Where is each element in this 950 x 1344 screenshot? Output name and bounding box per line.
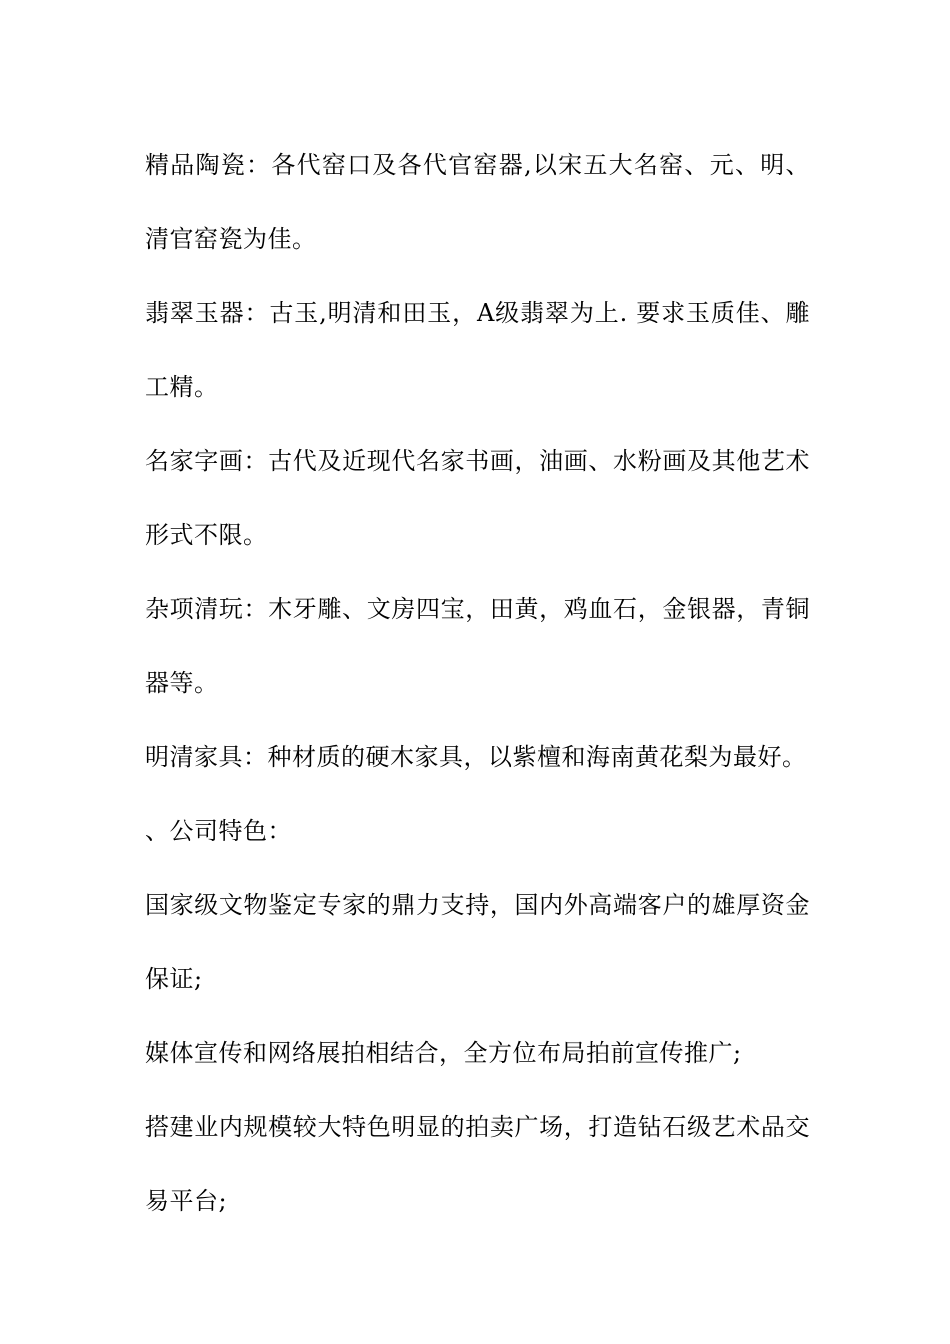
paragraph-furniture: 明清家具：种材质的硬木家具，以紫檀和海南黄花梨为最好。: [145, 743, 807, 771]
paragraph-paintings: 名家字画：古代及近现代名家书画，油画、水粉画及其他艺术形式不限。: [145, 447, 810, 549]
paragraph-feature-media: 媒体宣传和网络展拍相结合，全方位布局拍前宣传推广;: [145, 1039, 742, 1067]
paragraph-jade: 翡翠玉器：古玉,明清和田玉，A级翡翠为上. 要求玉质佳、雕工精。: [145, 299, 810, 401]
paragraph-feature-experts: 国家级文物鉴定专家的鼎力支持，国内外高端客户的雄厚资金保证;: [145, 891, 810, 993]
section-heading-company-features: 、公司特色：: [145, 817, 292, 845]
document-body: [145, 128, 810, 1238]
paragraph-ceramics: 精品陶瓷：各代窑口及各代官窑器,以宋五大名窑、元、明、清官窑瓷为佳。: [145, 151, 810, 253]
paragraph-miscellany: 杂项清玩：木牙雕、文房四宝，田黄，鸡血石，金银器，青铜器等。: [145, 595, 810, 697]
paragraph-feature-platform: 搭建业内规模较大特色明显的拍卖广场，打造钻石级艺术品交易平台;: [145, 1113, 810, 1215]
